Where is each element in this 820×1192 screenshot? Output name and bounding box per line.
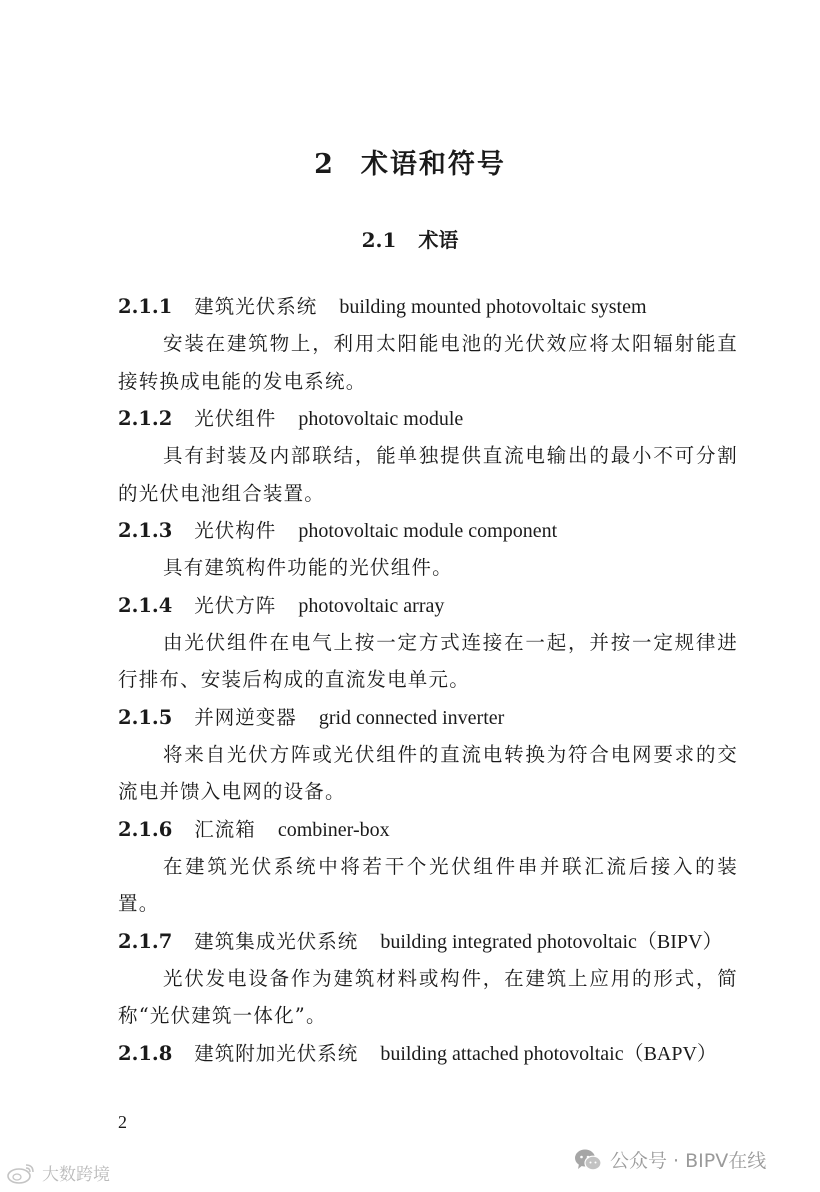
term-entry: [118, 400, 738, 512]
term-header: [118, 811, 738, 848]
page-number: 2: [118, 1112, 127, 1132]
term-entry: [118, 811, 738, 923]
term-entry: [118, 923, 738, 1035]
term-number: 2.1.4: [118, 593, 173, 617]
term-definition: 安装在建筑物上，利用太阳能电池的光伏效应将太阳辐射能直接转换成电能的发电系统。: [118, 332, 738, 393]
weibo-watermark: [6, 1160, 110, 1185]
terms-list: [118, 288, 738, 1072]
term-chinese-name: 建筑附加光伏系统: [194, 1041, 359, 1065]
term-entry: [118, 1035, 738, 1072]
term-entry: [118, 512, 738, 587]
section-title: [0, 224, 820, 253]
term-entry: [118, 587, 738, 699]
term-number: 2.1.7: [118, 929, 173, 953]
term-header: [118, 400, 738, 437]
term-chinese-name: 光伏组件: [194, 407, 277, 430]
term-header: [118, 1035, 738, 1072]
term-english-name: photovoltaic module: [298, 408, 464, 430]
term-entry: [118, 699, 738, 811]
term-number: 2.1.8: [118, 1041, 173, 1065]
term-english-name: grid connected inverter: [318, 706, 505, 729]
term-chinese-name: 并网逆变器: [194, 705, 297, 729]
term-english-name: building attached photovoltaic（BAPV）: [380, 1042, 717, 1065]
weibo-watermark-text: 大数跨境: [42, 1165, 110, 1185]
term-chinese-name: 建筑集成光伏系统: [194, 929, 359, 953]
term-header: [118, 512, 738, 549]
wechat-watermark: [574, 1146, 766, 1173]
term-chinese-name: 建筑光伏系统: [194, 295, 318, 318]
chapter-number: 2: [314, 149, 335, 180]
term-chinese-name: 光伏方阵: [194, 593, 277, 617]
chapter-title: [0, 142, 820, 181]
term-english-name: photovoltaic array: [298, 594, 445, 617]
term-definition: 由光伏组件在电气上按一定方式连接在一起，并按一定规律进行排布、安装后构成的直流发电单元。: [118, 630, 738, 691]
term-number: 2.1.1: [118, 295, 173, 318]
term-english-name: combiner-box: [277, 818, 390, 841]
term-header: [118, 587, 738, 624]
term-header: [118, 699, 738, 736]
term-entry: [118, 288, 738, 400]
section-number: 2.1: [361, 228, 397, 252]
wechat-icon: [574, 1148, 602, 1172]
weibo-icon: [6, 1162, 36, 1184]
section-heading: 术语: [418, 228, 459, 252]
chapter-heading: 术语和符号: [360, 149, 506, 180]
term-chinese-name: 汇流箱: [194, 817, 256, 841]
term-english-name: building integrated photovoltaic（BIPV）: [380, 930, 723, 953]
term-chinese-name: 光伏构件: [194, 519, 277, 542]
term-definition: 在建筑光伏系统中将若干个光伏组件串并联汇流后接入的装置。: [118, 854, 738, 915]
wechat-watermark-text: 公众号 · BIPV在线: [610, 1150, 767, 1172]
term-number: 2.1.6: [118, 817, 173, 841]
term-definition: 光伏发电设备作为建筑材料或构件，在建筑上应用的形式，简称“光伏建筑一体化”。: [118, 966, 738, 1027]
term-number: 2.1.3: [118, 519, 173, 542]
term-header: [118, 288, 738, 325]
term-header: [118, 923, 738, 960]
term-number: 2.1.5: [118, 705, 173, 729]
term-definition: 具有封装及内部联结，能单独提供直流电输出的最小不可分割的光伏电池组合装置。: [118, 444, 738, 505]
term-english-name: photovoltaic module component: [298, 520, 558, 542]
term-definition: 将来自光伏方阵或光伏组件的直流电转换为符合电网要求的交流电并馈入电网的设备。: [118, 742, 738, 803]
term-number: 2.1.2: [118, 407, 173, 430]
term-definition: 具有建筑构件功能的光伏组件。: [163, 556, 453, 579]
term-english-name: building mounted photovoltaic system: [339, 296, 647, 318]
